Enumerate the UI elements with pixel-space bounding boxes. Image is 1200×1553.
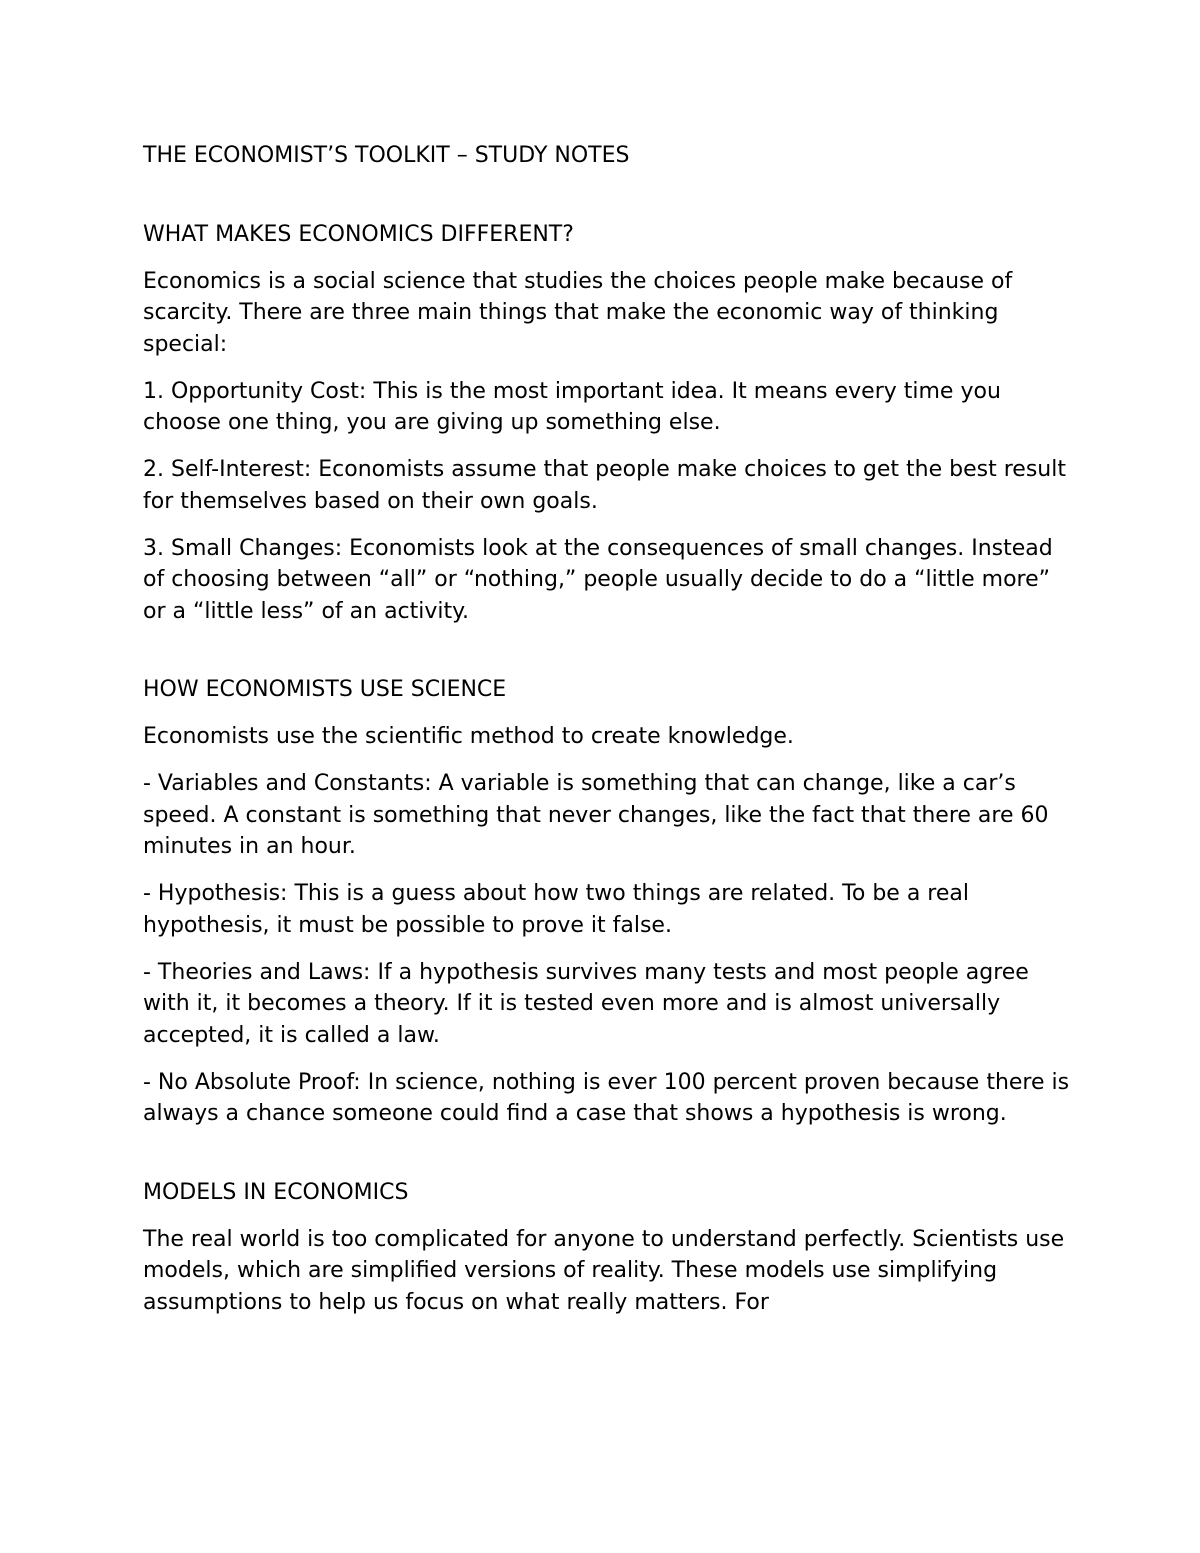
list-item: 1. Opportunity Cost: This is the most important idea. It means every time you choose one thing, you are giving up something else. (143, 378, 1001, 435)
list-item: - Theories and Laws: If a hypothesis survives many tests and most people agree with it, it becomes a theory. If it is tested even more and is almost universally accepted, it is called a law. (143, 959, 1029, 1048)
paragraph: Economists use the scientific method to create knowledge. (143, 724, 794, 749)
list-item: - No Absolute Proof: In science, nothing is ever 100 percent proven because there is always a chance someone could find a case that shows a hypothesis is wrong. (143, 1069, 1070, 1126)
list-item: - Hypothesis: This is a guess about how two things are related. To be a real hypothesis, it must be possible to prove it false. (143, 881, 969, 938)
list-item: 2. Self-Interest: Economists assume that people make choices to get the best result for themselves based on their own goals. (143, 457, 1066, 514)
list-item: - Variables and Constants: A variable is something that can change, like a car’s speed. A constant is something that never changes, like the fact that there are 60 minutes in an hour. (143, 771, 1049, 859)
document-body (143, 140, 1073, 1334)
list-item: 3. Small Changes: Economists look at the consequences of small changes. Instead of choosing between “all” or “nothing,” people usually decide to do a “little more” or a “little less” of an activity. (143, 535, 1053, 624)
section-heading: HOW ECONOMISTS USE SCIENCE (143, 677, 507, 702)
section-heading: MODELS IN ECONOMICS (143, 1179, 409, 1205)
paragraph: The real world is too complicated for anyone to understand perfectly. Scientists use models, which are simplified versions of reality. These models use simplifying assumptions to help us focus on what really matters. For (143, 1226, 1065, 1315)
section-heading: WHAT MAKES ECONOMICS DIFFERENT? (143, 221, 574, 247)
document-title: THE ECONOMIST’S TOOLKIT – STUDY NOTES (143, 143, 630, 168)
paragraph: Economics is a social science that studies the choices people make because of scarcity. There are three main things that make the economic way of thinking special: (143, 268, 1013, 357)
